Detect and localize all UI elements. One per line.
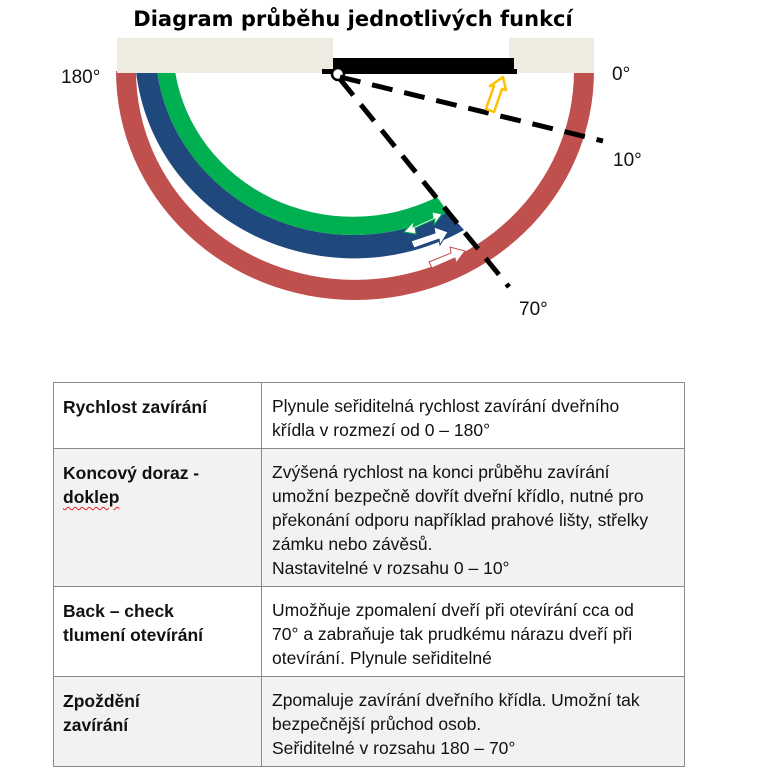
function-table <box>53 382 685 767</box>
latch-arrow-icon <box>486 77 506 112</box>
table-row <box>54 587 685 677</box>
row-desc-back-check: Umožňuje zpomalení dveří při otevírání cca od 70° a zabraňuje tak prudkému nárazu dveří při otevírání. Plynule seřiditelné <box>262 587 685 677</box>
label-70-degrees: 70° <box>519 299 548 320</box>
door-function-diagram <box>0 0 757 380</box>
angle-line-10 <box>340 77 603 141</box>
label-0-degrees: 0° <box>612 64 631 85</box>
row-desc-closing-delay: Zpomaluje zavírání dveřního křídla. Umožní tak bezpečnější průchod osob. Seřiditelné v rozsahu 180 – 70° <box>262 677 685 767</box>
back-check-band <box>157 71 448 235</box>
label-180-degrees: 180° <box>61 67 101 88</box>
row-name-closing-speed: Rychlost zavírání <box>54 383 262 449</box>
row-name-latching: Koncový doraz - doklep <box>54 449 262 587</box>
wall-left <box>117 38 333 73</box>
label-10-degrees: 10° <box>613 150 642 171</box>
diagram-title: Diagram průběhu jednotlivých funkcí <box>133 7 573 31</box>
table-row <box>54 449 685 587</box>
row-name-closing-delay: Zpoždění zavírání <box>54 677 262 767</box>
table-row <box>54 677 685 767</box>
row-desc-closing-speed: Plynule seřiditelná rychlost zavírání dveřního křídla v rozmezí od 0 – 180° <box>262 383 685 449</box>
table-row <box>54 383 685 449</box>
row-name-back-check: Back – check tlumení otevírání <box>54 587 262 677</box>
row-desc-latching: Zvýšená rychlost na konci průběhu zavírání umožní bezpečně dovřít dveřní křídlo, nutné pro překonání odporu například prahové lišty, střelky zámku nebo závěsů. Nastavitelné v rozsahu 0 – 10° <box>262 449 685 587</box>
door-sill <box>322 69 517 74</box>
wall-right <box>509 38 594 73</box>
